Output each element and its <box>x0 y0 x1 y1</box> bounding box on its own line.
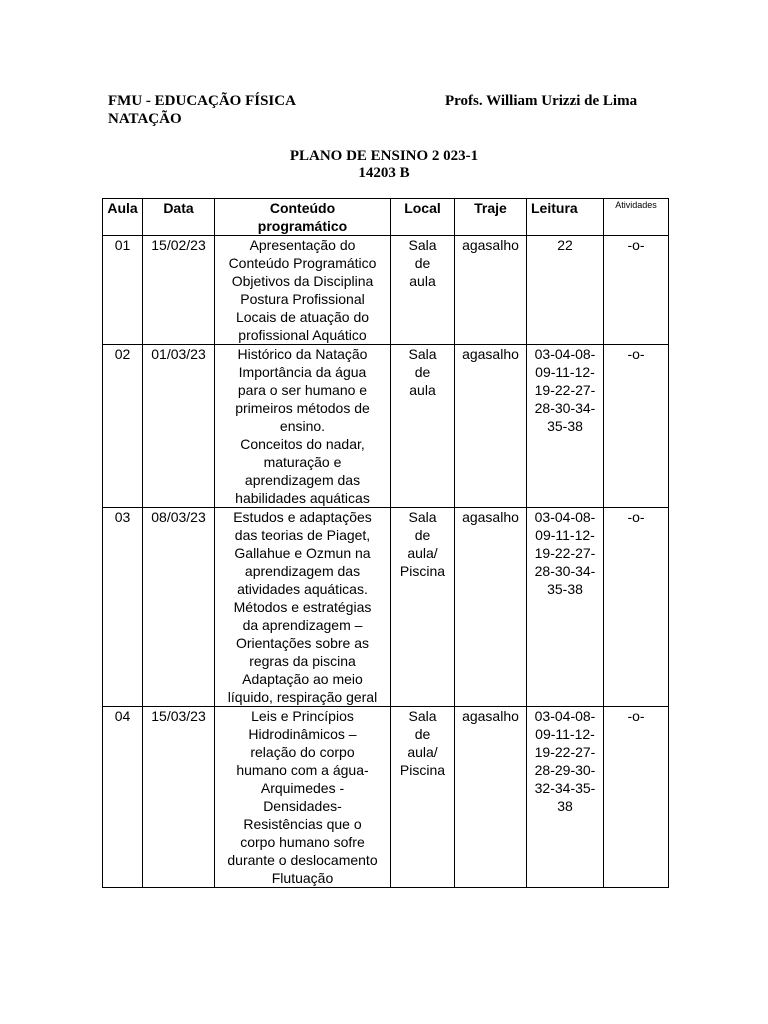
table-row <box>103 236 669 345</box>
cell-conteudo <box>215 236 391 345</box>
cell-leitura <box>527 707 604 888</box>
cell-aula: 01 <box>103 236 143 345</box>
cell-local <box>391 707 455 888</box>
local-line: Piscina <box>399 762 446 778</box>
conteudo-line: aprendizagem das <box>244 563 361 579</box>
local-line: Sala <box>408 346 437 362</box>
table-row <box>103 345 669 508</box>
cell-conteudo <box>215 345 391 508</box>
conteudo-line: Leis e Princípios <box>251 708 354 724</box>
cell-local <box>391 345 455 508</box>
plan-title: PLANO DE ENSINO 2 023-1 <box>289 148 479 164</box>
leitura-line: 09-11-12- <box>535 364 595 380</box>
cell-traje: agasalho <box>455 707 527 888</box>
local-line: aula <box>409 382 436 398</box>
leitura-line: 09-11-12- <box>535 726 595 742</box>
table-row <box>103 707 669 888</box>
course-name: NATAÇÃO <box>108 111 182 127</box>
conteudo-line: Histórico da Natação <box>237 346 368 362</box>
conteudo-line: Flutuação <box>271 870 334 886</box>
cell-leitura <box>527 236 604 345</box>
conteudo-line: Gallahue e Ozmun na <box>234 545 371 561</box>
conteudo-line: primeiros métodos de <box>235 400 370 416</box>
conteudo-line: Conteúdo Programático <box>228 255 377 271</box>
cell-traje: agasalho <box>455 345 527 508</box>
column-header-leitura: Leitura <box>527 199 604 236</box>
table-body <box>103 236 669 888</box>
local-line: Piscina <box>399 563 446 579</box>
local-line: aula <box>409 273 436 289</box>
cell-atividades: -o- <box>604 508 669 707</box>
leitura-line: 22 <box>557 237 573 253</box>
cell-data: 15/03/23 <box>143 707 215 888</box>
professor-name: Profs. William Urizzi de Lima <box>445 93 638 109</box>
conteudo-line: da aprendizagem – <box>242 617 363 633</box>
local-line: de <box>414 364 431 380</box>
local-line: Sala <box>408 509 437 525</box>
table-row <box>103 508 669 707</box>
column-header-local: Local <box>391 199 455 236</box>
leitura-line: 38 <box>557 798 573 814</box>
cell-conteudo <box>215 707 391 888</box>
table-header-row <box>103 199 669 236</box>
cell-aula: 04 <box>103 707 143 888</box>
cell-aula: 02 <box>103 345 143 508</box>
cell-atividades: -o- <box>604 345 669 508</box>
teaching-plan-table <box>102 198 669 888</box>
conteudo-line: corpo humano sofre <box>240 834 365 850</box>
column-header-conteudo-line1: Conteúdo <box>269 200 336 216</box>
cell-leitura <box>527 345 604 508</box>
leitura-line: 28-30-34- <box>534 563 596 579</box>
conteudo-line: regras da piscina <box>249 653 356 669</box>
cell-data: 01/03/23 <box>143 345 215 508</box>
local-line: Sala <box>408 237 437 253</box>
cell-local <box>391 508 455 707</box>
leitura-line: 09-11-12- <box>535 527 595 543</box>
cell-atividades: -o- <box>604 236 669 345</box>
cell-leitura <box>527 508 604 707</box>
conteudo-line: ensino. <box>279 418 326 434</box>
local-line: de <box>414 726 431 742</box>
column-header-aula: Aula <box>103 199 143 236</box>
leitura-line: 03-04-08- <box>534 708 596 724</box>
conteudo-line: atividades aquáticas. <box>237 581 368 597</box>
conteudo-line: humano com a água- <box>236 762 369 778</box>
column-header-atividades: Atividades <box>604 199 669 236</box>
cell-conteudo <box>215 508 391 707</box>
column-header-conteudo-line2: programático <box>257 218 348 234</box>
local-line: Sala <box>408 708 437 724</box>
conteudo-line: Objetivos da Disciplina <box>231 273 374 289</box>
conteudo-line: Orientações sobre as <box>235 635 370 651</box>
conteudo-line: Postura Profissional <box>240 291 365 307</box>
conteudo-line: habilidades aquáticas <box>235 490 370 506</box>
conteudo-line: profissional Aquático <box>238 327 367 343</box>
leitura-line: 03-04-08- <box>534 509 596 525</box>
conteudo-line: Densidades- <box>263 798 342 814</box>
conteudo-line: maturação e <box>263 454 342 470</box>
cell-data: 08/03/23 <box>143 508 215 707</box>
leitura-line: 32-34-35- <box>534 780 596 796</box>
conteudo-line: Métodos e estratégias <box>233 599 372 615</box>
institution-name: FMU - EDUCAÇÃO FÍSICA <box>108 93 296 109</box>
leitura-line: 35-38 <box>547 581 583 597</box>
conteudo-line: Arquimedes - <box>260 780 345 796</box>
local-line: aula/ <box>407 744 438 760</box>
class-code: 14203 B <box>358 165 410 181</box>
leitura-line: 19-22-27- <box>534 744 596 760</box>
conteudo-line: Importância da água <box>238 364 367 380</box>
local-line: aula/ <box>407 545 438 561</box>
column-header-traje: Traje <box>455 199 527 236</box>
local-line: de <box>414 255 431 271</box>
cell-local <box>391 236 455 345</box>
cell-traje: agasalho <box>455 508 527 707</box>
leitura-line: 19-22-27- <box>534 545 596 561</box>
conteudo-line: das teorias de Piaget, <box>234 527 371 543</box>
conteudo-line: Apresentação do <box>249 237 356 253</box>
cell-atividades: -o- <box>604 707 669 888</box>
conteudo-line: para o ser humano e <box>237 382 368 398</box>
leitura-line: 28-29-30- <box>534 762 596 778</box>
conteudo-line: líquido, respiração geral <box>227 689 378 705</box>
conteudo-line: Hidrodinâmicos – <box>248 726 357 742</box>
cell-data: 15/02/23 <box>143 236 215 345</box>
leitura-line: 35-38 <box>547 418 583 434</box>
leitura-line: 19-22-27- <box>534 382 596 398</box>
leitura-line: 03-04-08- <box>534 346 596 362</box>
column-header-data: Data <box>143 199 215 236</box>
conteudo-line: relação do corpo <box>250 744 355 760</box>
leitura-line: 28-30-34- <box>534 400 596 416</box>
cell-aula: 03 <box>103 508 143 707</box>
conteudo-line: Locais de atuação do <box>235 309 370 325</box>
local-line: de <box>414 527 431 543</box>
conteudo-line: Adaptação ao meio <box>242 671 363 687</box>
conteudo-line: aprendizagem das <box>244 472 361 488</box>
conteudo-line: Resistências que o <box>243 816 362 832</box>
conteudo-line: Estudos e adaptações <box>233 509 372 525</box>
conteudo-line: Conceitos do nadar, <box>240 436 365 452</box>
cell-traje: agasalho <box>455 236 527 345</box>
conteudo-line: durante o deslocamento <box>227 852 378 868</box>
column-header-conteudo <box>215 199 391 236</box>
